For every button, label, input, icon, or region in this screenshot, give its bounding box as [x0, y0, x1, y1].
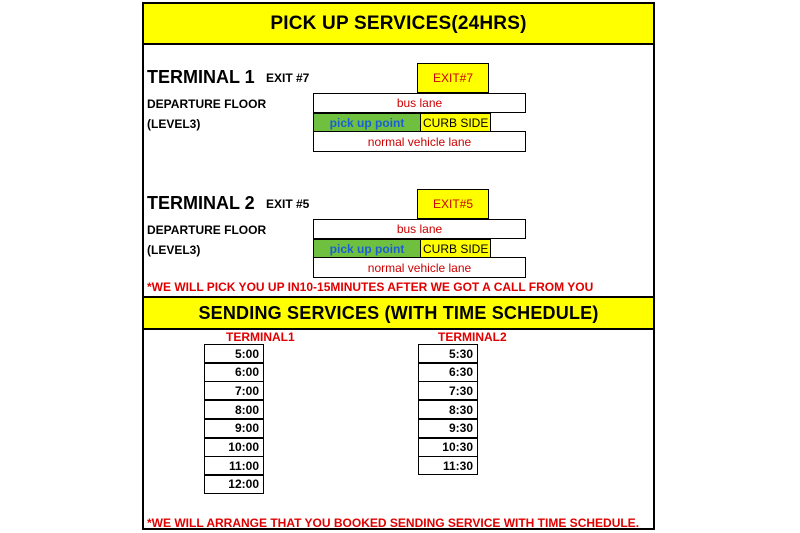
- schedule-time-cell: 7:00: [204, 381, 264, 400]
- terminal2-floor-label: DEPARTURE FLOOR: [147, 223, 267, 237]
- schedule-time-cell: 10:30: [418, 438, 478, 457]
- pickup-note: *WE WILL PICK YOU UP IN10-15MINUTES AFTER WE GOT A CALL FROM YOU: [147, 280, 594, 294]
- schedule-time-cell: 8:00: [204, 400, 264, 419]
- schedule-time-cell: 8:30: [418, 400, 478, 419]
- sending-terminal2-label: TERMINAL2: [438, 330, 507, 344]
- terminal1-heading: TERMINAL 1: [147, 67, 255, 87]
- terminal1-floor-label: DEPARTURE FLOOR: [147, 97, 267, 111]
- terminal2-exit-label: EXIT #5: [266, 197, 310, 211]
- schedule-time-cell: 5:30: [418, 344, 478, 363]
- terminal2-normal-lane: normal vehicle lane: [313, 257, 526, 278]
- service-sheet: [142, 2, 655, 530]
- schedule-time-cell: 11:00: [204, 456, 264, 475]
- terminal1-normal-lane: normal vehicle lane: [313, 131, 526, 152]
- schedule-time-cell: 6:30: [418, 363, 478, 382]
- schedule-time-cell: 5:00: [204, 344, 264, 363]
- terminal1-bus-lane: bus lane: [313, 93, 526, 113]
- schedule-time-cell: 11:30: [418, 456, 478, 475]
- terminal2-level-label: (LEVEL3): [147, 243, 201, 257]
- sending-terminal1-label: TERMINAL1: [226, 330, 295, 344]
- sending-title: SENDING SERVICES (WITH TIME SCHEDULE): [144, 296, 653, 330]
- schedule-time-cell: 7:30: [418, 381, 478, 400]
- terminal1-level-label: (LEVEL3): [147, 117, 201, 131]
- terminal2-pickup-point: pick up point: [313, 239, 421, 258]
- schedule-time-cell: 10:00: [204, 438, 264, 457]
- pickup-title: PICK UP SERVICES(24HRS): [144, 4, 653, 45]
- terminal2-bus-lane: bus lane: [313, 219, 526, 239]
- schedule-time-cell: 6:00: [204, 363, 264, 382]
- terminal2-exit-box: EXIT#5: [417, 189, 489, 219]
- terminal1-curb-side: CURB SIDE: [420, 113, 491, 132]
- terminal1-exit-label: EXIT #7: [266, 71, 310, 85]
- schedule-time-cell: 9:00: [204, 419, 264, 438]
- terminal1-exit-box: EXIT#7: [417, 63, 489, 93]
- terminal1-pickup-point: pick up point: [313, 113, 421, 132]
- terminal2-heading: TERMINAL 2: [147, 193, 255, 213]
- sending-note: *WE WILL ARRANGE THAT YOU BOOKED SENDING SERVICE WITH TIME SCHEDULE.: [147, 516, 640, 530]
- schedule-time-cell: 12:00: [204, 475, 264, 494]
- terminal2-curb-side: CURB SIDE: [420, 239, 491, 258]
- schedule-time-cell: 9:30: [418, 419, 478, 438]
